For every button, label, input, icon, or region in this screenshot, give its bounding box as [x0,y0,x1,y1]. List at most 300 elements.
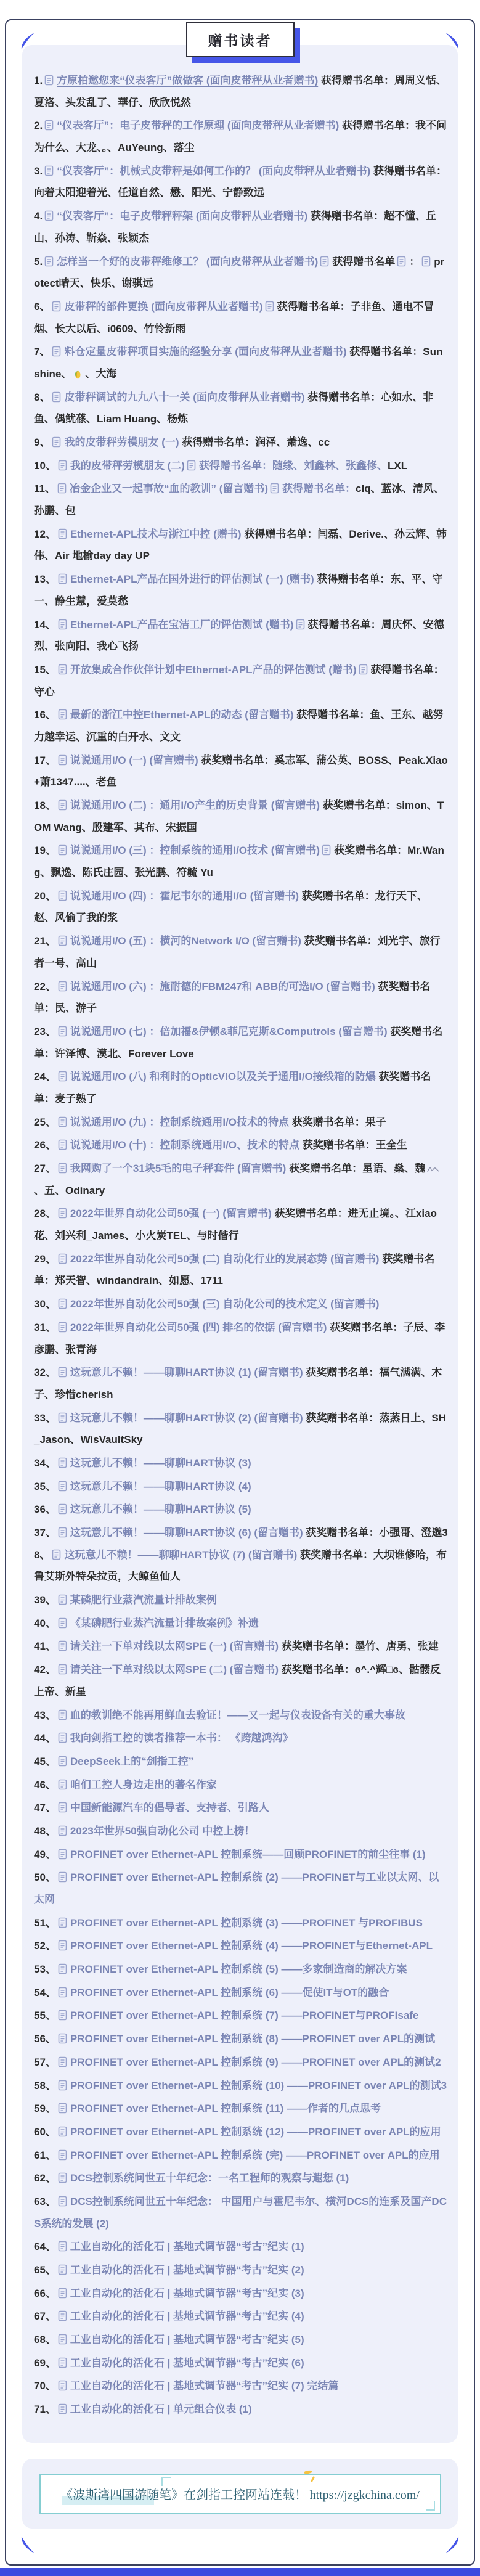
item-number: 2. [34,120,43,132]
article-link[interactable]: “仪表客厅”：电子皮带秤秤架 (面向皮带秤从业者赠书) [57,210,308,223]
list-item [34,2236,448,2258]
item-number: 4. [34,210,43,223]
list-item [34,1203,448,1246]
article-link[interactable]: 说说通用I/O (六) ：施耐德的FBM247和 ABB的可选I/O (留言赠书) [70,980,375,992]
list-item [34,704,448,748]
list-item [34,2098,448,2120]
doc-icon [58,935,67,948]
list-item [34,1317,448,1360]
item-number: 48、 [34,1825,56,1837]
doc-icon [52,346,61,359]
article-link[interactable]: 怎样当一个好的皮带秤维修工？ (面向皮带秤从业者赠书) [57,255,319,268]
list-item [34,1912,448,1934]
doc-icon [58,1664,67,1677]
article-link[interactable]: 这玩意儿不赖！——聊聊HART协议 (3) [70,1457,251,1469]
list-item [34,1066,448,1110]
list-item [34,2352,448,2374]
list-item [34,1774,448,1796]
quote-mark-top-right [444,31,460,50]
doc-icon [44,210,54,223]
list-item [34,1476,448,1498]
list-item [34,251,448,295]
item-number: 54、 [34,1986,56,1998]
article-link[interactable]: 说说通用I/O (五) ：横河的Network I/O (留言赠书) [70,935,301,947]
article-link[interactable]: Ethernet-APL技术与浙江中控 (赠书) [70,528,242,540]
article-link[interactable]: 工业自动化的活化石 | 基地式调节器“考古”纪实 (7) 完结篇 [70,2380,339,2392]
doc-icon [58,1849,67,1862]
item-number: 60、 [34,2125,56,2138]
list-item [34,1727,448,1749]
item-number: 1. [34,75,43,86]
item-number: 29、 [34,1253,56,1265]
item-number: 25、 [34,1116,56,1128]
article-link[interactable]: PROFINET over Ethernet-APL 控制系统 (2) ——PROFINET与工业以太网、以太网 [34,1871,439,1905]
article-link[interactable]: 开放集成合作伙伴计划中Ethernet-APL产品的评估测试 (赠书) [70,663,357,676]
article-link[interactable]: 血的教训绝不能再用鲜血去验证！——又一起与仪表设备有关的重大事故 [70,1709,405,1721]
doc-icon [44,75,54,88]
doc-icon [187,460,196,473]
list-item [34,2283,448,2305]
list-item [34,1499,448,1521]
item-number: 31、 [34,1321,56,1333]
article-link[interactable]: 冶金企业又一起事故“血的教训” (留言赠书) [69,483,269,495]
article-link[interactable]: 我的皮带秤劳模朋友 (二) [70,459,185,472]
list-item [34,2191,448,2235]
item-number: 3. [34,165,43,177]
item-number: 17、 [34,754,56,766]
quote-mark-top-left [20,31,36,50]
doc-icon [58,2334,67,2347]
doc-icon [44,256,54,269]
item-number: 53、 [34,1963,56,1976]
doc-icon [44,165,54,178]
list-item [34,70,448,113]
item-number: 58、 [34,2079,56,2091]
article-link[interactable]: PROFINET over Ethernet-APL 控制系统 (3) ——PROFINET 与PROFIBUS [70,1916,423,1929]
item-number: 23、 [34,1025,56,1037]
list-item [34,478,448,521]
item-number: 55、 [34,2010,56,2022]
doc-icon [58,1756,67,1768]
item-number: 37、 [34,1527,56,1539]
article-link[interactable]: “仪表客厅”：电子皮带秤的工作原理 (面向皮带秤从业者赠书) [57,120,340,132]
item-number: 62、 [34,2172,56,2185]
list-item [34,1362,448,1405]
item-number: 66、 [34,2287,56,2299]
doc-icon [322,844,331,857]
list-item [34,795,448,838]
article-link[interactable]: PROFINET over Ethernet-APL 控制系统 (9) ——PROFINET over APL的测试2 [70,2056,441,2068]
article-link[interactable]: PROFINET over Ethernet-APL 控制系统——回顾PROFINET的前尘往事 (1) [70,1848,426,1860]
article-link[interactable]: PROFINET over Ethernet-APL 控制系统 (5) ——多家制造商的解决方案 [70,1963,407,1976]
item-number: 50、 [34,1871,56,1884]
doc-icon [58,1412,67,1425]
winners-text: 获奖赠书名单：麦子熟了 [34,1071,431,1105]
signature-icon [427,1165,439,1176]
item-number: 12、 [34,528,56,540]
doc-icon [58,2033,67,2046]
list-item [34,2028,448,2050]
doc-icon [58,1071,67,1084]
article-link[interactable]: 这玩意儿不赖！——聊聊HART协议 (5) [70,1503,251,1516]
doc-icon [58,1963,67,1976]
doc-icon [58,619,67,632]
list-item [34,115,448,158]
website-link[interactable]: https://jzgkchina.com/ [309,2488,420,2502]
winners-text: clq、蓝冰、清风、孙鹏、包 [34,483,444,517]
item-number: 21、 [34,935,56,947]
doc-icon [359,664,368,677]
doc-icon [58,709,67,722]
doc-icon [296,619,305,632]
list-item [34,1844,448,1866]
list-item [34,1407,448,1451]
article-link[interactable]: 这玩意儿不赖！——聊聊HART协议 (2) (留言赠书) [70,1412,303,1424]
article-link[interactable]: 2022年世界自动化公司50强 (四) 排名的依据 (留言赠书) [70,1321,327,1333]
article-link[interactable]: PROFINET over Ethernet-APL 控制系统 (6) ——促使IT与OT的融合 [70,1986,389,1998]
list-item [34,2259,448,2281]
footer-panel [22,2459,458,2529]
article-link[interactable]: 中国新能源汽车的倡导者、支持者、引路人 [70,1802,269,1814]
article-link[interactable]: 工业自动化的活化石 | 基地式调节器“考古”纪实 (3) [70,2287,304,2299]
doc-icon [58,1163,67,1176]
doc-icon [58,2010,67,2022]
winners-text: 获奖赠书名单：simon、TOM Wang、殷建军、其布、宋振国 [34,799,444,833]
article-link[interactable]: 说说通用I/O (一) (留言赠书) [70,754,198,766]
list-item [34,1452,448,1474]
article-link[interactable]: Ethernet-APL产品在宝洁工厂的评估测试 (赠书) [70,618,294,631]
article-link[interactable]: 2022年世界自动化公司50强 (二) 自动化行业的发展态势 (留言赠书) [70,1253,380,1265]
article-link[interactable]: 这玩意儿不赖！——聊聊HART协议 (6) (留言赠书) [70,1527,303,1539]
winners-text: ： [409,255,420,268]
list-item [34,1751,448,1773]
article-link[interactable]: 这玩意儿不赖！——聊聊HART协议 (7) (留言赠书) [64,1548,298,1561]
item-number: 57、 [34,2056,56,2068]
item-number: 63、 [34,2195,56,2207]
winners-text: 获奖赠书名单：刘光宇、旅行者一号、高山 [34,935,441,969]
doc-icon [397,256,406,269]
item-number: 26、 [34,1139,56,1151]
article-link[interactable]: 我的皮带秤劳模朋友 (一) [64,436,179,448]
doc-icon [58,1640,67,1653]
doc-icon [58,1709,67,1722]
item-number: 15、 [34,663,56,676]
list-item [34,840,448,883]
article-link[interactable]: “仪表客厅”：机械式皮带秤是如何工作的？ (面向皮带秤从业者赠书) [57,165,371,177]
winners-text: 、五、Odinary [34,1184,105,1196]
item-number: 64、 [34,2241,56,2253]
content-container [5,19,475,2566]
list-item [34,930,448,974]
list-item [34,1797,448,1819]
article-link[interactable]: 我向剑指工控的读者推荐一本书： 《跨越鸿沟》 [70,1732,293,1744]
winners-text: 获奖赠书名单：果子 [289,1116,386,1128]
list-item [34,1958,448,1981]
article-link[interactable]: 说说通用I/O (四) ：霍尼韦尔的通用I/O (留言赠书) [70,889,299,902]
doc-icon [58,1116,67,1129]
article-link[interactable]: DCS控制系统问世五十年纪念：一名工程师的观察与遐想 (1) [70,2172,349,2185]
article-link[interactable]: 2022年世界自动化公司50强 (一) (留言赠书) [70,1208,272,1220]
item-number: 51、 [34,1916,56,1929]
winners-text: 获得赠书名单：守心 [34,663,444,698]
list-item [34,659,448,703]
item-number: 59、 [34,2103,56,2115]
list-item [34,2145,448,2167]
list-item [34,750,448,793]
article-link[interactable]: 咱们工控人身边走出的著名作家 [70,1778,217,1791]
quote-mark-bottom-left [20,2536,36,2554]
winners-text: 、大海 [85,367,117,380]
list-item [34,1935,448,1957]
doc-icon [58,2103,67,2116]
list-item [34,1613,448,1635]
item-number: 6、 [34,300,51,313]
article-link[interactable]: 说说通用I/O (十) ：控制系统通用I/O、技术的特点 [70,1139,300,1151]
item-number: 24、 [34,1071,56,1083]
winners-text: 获奖赠书名单：龙行天下、赵、风偷了我的浆 [34,889,428,924]
article-link[interactable]: 2022年世界自动化公司50强 (三) 自动化公司的技术定义 (留言赠书) [70,1298,380,1310]
winners-text: 获得赠书名单：周周义恬、夏洛、头发乱了、華仔、欣欣悦然 [34,75,447,108]
page-title [186,22,295,57]
winners-text: 获得赠书名单：东、平、守一、静生慧，爱莫愁 [34,573,443,607]
sparkle-icon [304,2470,313,2474]
winners-text: 获得赠书名单：向着太阳迎着光、任道自然、懋、阳光、宁静致远 [34,165,447,199]
doc-icon [58,1298,67,1311]
item-number: 10、 [34,459,56,472]
item-number: 19、 [34,844,56,857]
list-item [34,568,448,612]
winners-text: 获得赠书名单：心如水、非鱼、偶鱿蓧、Liam Huang、杨炼 [34,391,434,425]
article-link[interactable]: 工业自动化的活化石 | 基地式调节器“考古”纪实 (1) [70,2241,304,2253]
winners-text: 获得赠书名单：Sunshine、 [34,346,443,380]
doc-icon [58,1527,67,1540]
list-item [34,2375,448,2397]
winners-text: 获奖赠书名单：蒸蒸日上、SH_Jason、WisVaultSky [34,1412,447,1446]
doc-icon [58,1917,67,1930]
article-link[interactable]: 工业自动化的活化石 | 基地式调节器“考古”纪实 (5) [70,2334,304,2346]
item-number: 52、 [34,1940,56,1952]
winners-text: 获得赠书名单：超不懂、丘山、孙涛、靳焱、张颖杰 [34,210,436,244]
article-link[interactable]: 工业自动化的活化石 | 单元组合仪表 (1) [70,2403,252,2416]
doc-icon [52,301,61,314]
doc-icon [58,1871,67,1884]
winners-text: LXL [387,459,408,472]
doc-icon [58,1987,67,2000]
item-number: 32、 [34,1367,56,1379]
list-item [34,2075,448,2097]
sparkle-icon [311,2476,315,2482]
list-item [34,2329,448,2351]
article-link[interactable]: PROFINET over Ethernet-APL 控制系统 (7) ——PROFINET与PROFIsafe [70,2010,419,2022]
article-link[interactable]: 这玩意儿不赖！——聊聊HART协议 (4) [70,1480,251,1492]
winners-text: 获奖赠书名单：进无止境。、江xiao花、刘兴利_James、小火炭TEL、与时偕行 [34,1208,437,1242]
winners-text: 获得赠书名单：我不问为什么、大龙、。、AuYeung、落尘 [34,120,447,154]
article-link[interactable]: 方原柏邀您来“仪表客厅”做做客 (面向皮带秤从业者赠书) [57,75,319,86]
list-item [34,1522,448,1588]
list-item [34,341,448,385]
doc-icon [58,1457,67,1470]
doc-icon [58,799,67,812]
list-item [34,296,448,340]
doc-icon [58,1825,67,1838]
corn-icon [73,369,82,381]
winners-text: 获得赠书名单：润泽、萧逸、cc [179,436,330,448]
list-item [34,1659,448,1703]
doc-icon [58,1732,67,1745]
list-item [34,976,448,1020]
doc-icon [58,664,67,677]
list-item [34,160,448,204]
item-number: 40、 [34,1617,56,1629]
list-item [34,1111,448,1134]
item-number: 45、 [34,1755,56,1767]
item-number: 36、 [34,1503,56,1516]
list-item [34,1704,448,1727]
doc-icon [58,1026,67,1039]
article-link[interactable]: 2023年世界50强自动化公司 中控上榜！ [70,1825,255,1837]
doc-icon [58,2380,67,2393]
doc-icon [320,256,329,269]
winners-text: protect晴天、快乐、谢骐远 [34,255,445,290]
winners-text: 获得赠书名单：周庆怀、安德烈、张向阳、我心飞扬 [34,618,444,653]
article-link[interactable]: 获得赠书名单：随缘、刘鑫林、张鑫修、 [198,459,388,472]
list-item [34,431,448,454]
article-link[interactable]: 请关注一下单对线以太网SPE (二) (留言赠书) [70,1664,279,1676]
list-item [34,1134,448,1156]
doc-icon [270,483,279,496]
winners-text: 获得赠书名单 [332,255,396,268]
quote-mark-bottom-right [444,2536,460,2554]
doc-icon [58,1481,67,1494]
item-number: 42、 [34,1664,56,1676]
article-link[interactable]: PROFINET over Ethernet-APL 控制系统 (11) ——作者的几点思考 [70,2103,381,2115]
gift-book-list [22,45,458,2443]
doc-icon [58,1503,67,1516]
item-number: 44、 [34,1732,56,1744]
article-link[interactable]: Ethernet-APL产品在国外进行的评估测试 (一) (赠书) [70,573,314,586]
item-number: 28、 [34,1208,56,1220]
winners-text: 获奖赠书名单：星语、燊、魏 [286,1163,426,1174]
serial-announcement: 《波斯湾四国游随笔》在剑指工控网站连载！ [60,2488,307,2502]
winners-text: 获奖赠书名单：子辰、李彦鹏、张青海 [34,1321,445,1355]
article-link[interactable]: 说说通用I/O (二) ：通用I/O产生的历史背景 (留言赠书) [70,799,320,811]
doc-icon [58,981,67,994]
article-link[interactable]: PROFINET over Ethernet-APL 控制系统 (8) ——PROFINET over APL的测试 [70,2033,436,2045]
list-item [34,1867,448,1910]
doc-icon [58,2172,67,2185]
article-link[interactable]: 皮带秤的部件更换 (面向皮带秤从业者赠书) [64,300,263,313]
article-link[interactable]: 请关注一下单对线以太网SPE (一) (留言赠书) [70,1640,279,1653]
article-link[interactable]: 说说通用I/O (七) ：倍加福&伊顿&菲尼克斯&Computrols (留言赠书) [70,1025,388,1037]
article-link[interactable]: PROFINET over Ethernet-APL 控制系统 (完) ——PROFINET over APL的应用 [70,2149,440,2161]
list-item [34,885,448,929]
doc-icon [58,890,67,903]
winners-text: 获奖赠书名单：民、游子 [34,980,431,1015]
list-item [34,523,448,567]
list-item [34,1635,448,1658]
item-number: 39、 [34,1594,56,1606]
winners-text: 获奖赠书名单：福气满满、木子、珍惜cherish [34,1367,442,1400]
article-link[interactable]: PROFINET over Ethernet-APL 控制系统 (10) ——PROFINET over APL的测试3 [70,2079,447,2091]
item-number: 9、 [34,436,51,448]
list-item [34,2167,448,2190]
doc-icon [58,1802,67,1815]
article-link[interactable]: DCS控制系统问世五十年纪念： 中国用户与霍尼韦尔、横河DCS的连系及国产DCS系统的发展 (2) [34,2195,447,2230]
item-number: 35、 [34,1480,56,1492]
doc-icon [58,528,67,541]
item-number: 65、 [34,2264,56,2276]
winners-text: 获奖赠书名单：奚志军、蒲公英、BOSS、Peak.Xiao+萧1347....、老鱼 [34,754,448,788]
list-item [34,2398,448,2421]
doc-icon [58,1208,67,1221]
article-link[interactable]: 工业自动化的活化石 | 基地式调节器“考古”纪实 (4) [70,2310,304,2323]
doc-icon [58,460,67,473]
doc-icon [58,2056,67,2069]
article-link[interactable]: 工业自动化的活化石 | 基地式调节器“考古”纪实 (6) [70,2357,304,2369]
article-link[interactable]: 说说通用I/O (三) ：控制系统的通用I/O技术 (留言赠书) [70,844,320,857]
doc-icon [58,1594,67,1607]
article-link[interactable]: 皮带秤调试的九九八十一关 (面向皮带秤从业者赠书) [64,391,305,403]
article-link[interactable]: DeepSeek上的“剑指工控” [70,1755,194,1767]
article-link[interactable]: 最新的浙江中控Ethernet-APL的动态 (留言赠书) [70,709,294,721]
article-link[interactable]: 说说通用I/O (八) 和利时的OpticVIO以及关于通用I/O接线箱的防爆 [70,1071,376,1083]
list-item [34,614,448,658]
item-number: 43、 [34,1709,56,1721]
article-link[interactable]: 我网购了一个31块5毛的电子秤套件 (留言赠书) [70,1163,287,1174]
article-link[interactable]: 获得赠书名单： [282,483,356,495]
item-number: 16、 [34,709,56,721]
doc-icon [58,1617,67,1630]
item-number: 22、 [34,980,56,992]
item-number: 56、 [34,2033,56,2045]
article-link[interactable]: 这玩意儿不赖！——聊聊HART协议 (1) (留言赠书) [70,1367,303,1379]
article-link[interactable]: PROFINET over Ethernet-APL 控制系统 (12) ——PROFINET over APL的应用 [70,2125,441,2138]
item-number: 41、 [34,1640,56,1653]
article-link[interactable]: 《某磷肥行业蒸汽流量计排故案例》补遗 [70,1617,259,1629]
page [0,19,480,2576]
doc-icon [58,573,67,586]
winners-text: 获奖赠书名单：大坝谁修哈，布鲁艾斯外特朵拉贡，大鲸鱼仙人 [34,1548,447,1583]
winners-text: 获奖赠书名单：小强哥、澄邈38、 [34,1527,448,1561]
article-link[interactable]: 工业自动化的活化石 | 基地式调节器“考古”纪实 (2) [70,2264,304,2276]
item-number: 67、 [34,2310,56,2323]
doc-icon [58,2310,67,2323]
list-item [34,2305,448,2328]
winners-text: 获奖赠书名单：许泽博、漠北、Forever Love [34,1025,443,1060]
doc-icon [57,483,67,496]
doc-icon [58,2080,67,2093]
item-number: 69、 [34,2357,56,2369]
article-link[interactable]: 某磷肥行业蒸汽流量计排故案例 [70,1594,217,1606]
article-link[interactable]: 料仓定量皮带秤项目实施的经验分享 (面向皮带秤从业者赠书) [64,346,347,358]
doc-icon [58,1253,67,1266]
winners-text: 获得赠书名单：鱼、王东、越努力越幸运、沉重的白开水、文文 [34,709,444,743]
item-number: 5. [34,255,43,268]
bottom-accent-bar [0,2568,480,2576]
footer-banner[interactable] [39,2474,441,2514]
item-number: 34、 [34,1457,56,1469]
item-number: 8、 [34,391,51,403]
doc-icon [58,754,67,767]
list-item [34,1248,448,1292]
doc-icon [58,1139,67,1152]
doc-icon [58,2241,67,2254]
winners-text: 获奖赠书名单：ɞ^.^辉□ɞ、骷髅反上帝、新星 [34,1664,441,1698]
page-title-text: 赠书读者 [208,33,272,49]
doc-icon [52,391,61,404]
article-link[interactable]: 说说通用I/O (九) ：控制系统通用I/O技术的特点 [70,1116,290,1128]
article-link[interactable]: PROFINET over Ethernet-APL 控制系统 (4) ——PROFINET与Ethernet-APL [70,1940,433,1952]
